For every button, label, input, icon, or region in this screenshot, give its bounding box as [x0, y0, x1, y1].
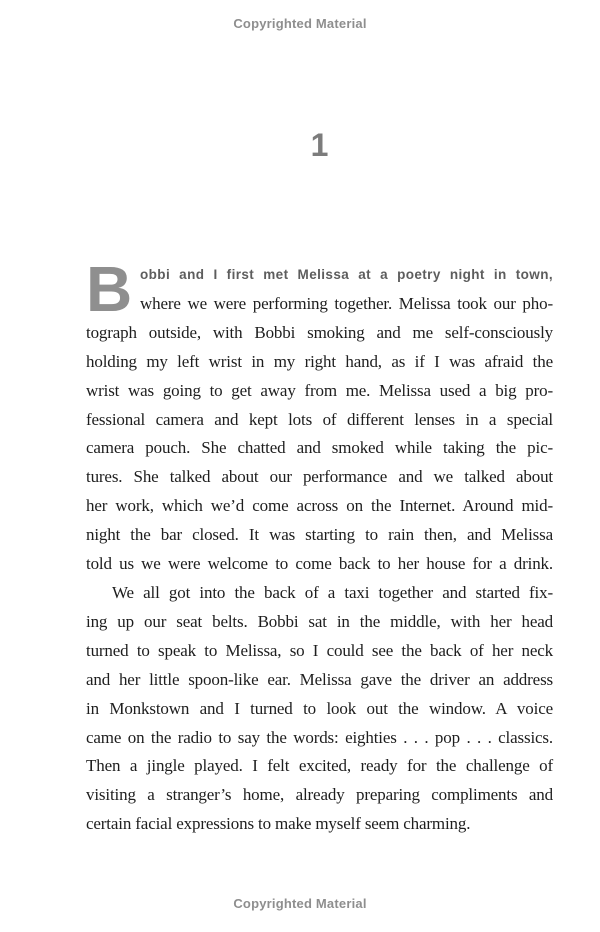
body-line: and her little spoon-like ear. Melissa gave the driver an address: [86, 669, 553, 689]
body-line: turned to speak to Melissa, so I could see the back of her neck: [86, 640, 553, 660]
body-line: wrist was going to get away from me. Melissa used a big pro-: [86, 380, 553, 400]
chapter-number: 1: [310, 127, 329, 163]
copyright-watermark-top: Copyrighted Material: [233, 16, 367, 31]
drop-cap-letter: B: [86, 253, 133, 325]
body-line: certain facial expressions to make myself seem charming.: [86, 814, 471, 834]
lead-line: obbi and I first met Melissa at a poetry night in town,: [140, 267, 553, 282]
body-line: fessional camera and kept lots of different lenses in a special: [86, 409, 553, 429]
paragraph-opening: [86, 253, 553, 579]
body-line: Then a jingle played. I felt excited, ready for the challenge of: [86, 756, 553, 776]
body-line: tograph outside, with Bobbi smoking and me self-consciously: [86, 322, 553, 342]
body-line: holding my left wrist in my right hand, as if I was afraid the: [86, 351, 553, 371]
body-line: where we were performing together. Melissa took our pho-: [140, 293, 553, 313]
body-line: ing up our seat belts. Bobbi sat in the middle, with her head: [86, 611, 553, 631]
body-line: night the bar closed. It was starting to rain then, and Melissa: [86, 525, 553, 545]
body-line: in Monkstown and I turned to look out the window. A voice: [86, 698, 553, 718]
body-line: camera pouch. She chatted and smoked while taking the pic-: [86, 438, 553, 458]
body-line: We all got into the back of a taxi together and started fix-: [112, 582, 553, 602]
copyright-watermark-bottom: Copyrighted Material: [233, 896, 367, 911]
body-line: tures. She talked about our performance and we talked about: [86, 467, 553, 487]
body-line: visiting a stranger’s home, already preparing compliments and: [86, 785, 553, 805]
body-text-block: [86, 253, 553, 839]
body-line: came on the radio to say the words: eighties . . . pop . . . classics.: [86, 727, 553, 747]
body-line: told us we were welcome to come back to her house for a drink.: [86, 554, 553, 574]
paragraph-second: [86, 579, 553, 839]
body-line: her work, which we’d come across on the Internet. Around mid-: [86, 496, 553, 516]
